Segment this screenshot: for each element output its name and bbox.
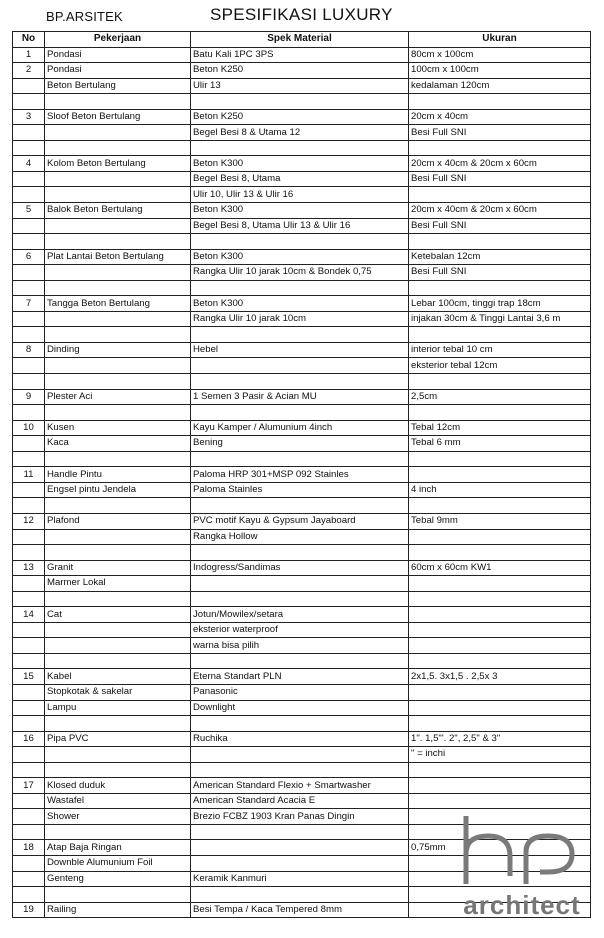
cell-pekerjaan bbox=[45, 591, 191, 607]
cell-pekerjaan: Cat bbox=[45, 607, 191, 623]
cell-ukuran bbox=[409, 684, 591, 700]
table-row bbox=[13, 560, 591, 576]
cell-ukuran bbox=[409, 529, 591, 545]
cell-no: 19 bbox=[13, 902, 45, 918]
cell-ukuran: kedalaman 120cm bbox=[409, 78, 591, 94]
cell-no bbox=[13, 218, 45, 234]
cell-ukuran bbox=[409, 576, 591, 592]
table-row bbox=[13, 669, 591, 685]
cell-ukuran: 20cm x 40cm & 20cm x 60cm bbox=[409, 203, 591, 219]
cell-spek-material: Rangka Hollow bbox=[191, 529, 409, 545]
cell-spek-material: Bening bbox=[191, 436, 409, 452]
cell-no: 18 bbox=[13, 840, 45, 856]
cell-no bbox=[13, 311, 45, 327]
cell-no bbox=[13, 824, 45, 840]
cell-pekerjaan bbox=[45, 125, 191, 141]
cell-pekerjaan bbox=[45, 762, 191, 778]
cell-spek-material: Indogress/Sandimas bbox=[191, 560, 409, 576]
cell-ukuran bbox=[409, 467, 591, 483]
cell-ukuran bbox=[409, 327, 591, 343]
cell-spek-material: Ruchika bbox=[191, 731, 409, 747]
table-row bbox=[13, 109, 591, 125]
cell-ukuran bbox=[409, 716, 591, 732]
cell-no: 12 bbox=[13, 513, 45, 529]
cell-ukuran: Ketebalan 12cm bbox=[409, 249, 591, 265]
cell-no bbox=[13, 358, 45, 374]
cell-pekerjaan bbox=[45, 638, 191, 654]
cell-ukuran: 1". 1,5"'. 2", 2,5" & 3" bbox=[409, 731, 591, 747]
cell-spek-material bbox=[191, 887, 409, 903]
cell-pekerjaan bbox=[45, 265, 191, 281]
cell-ukuran: Tebal 12cm bbox=[409, 420, 591, 436]
cell-pekerjaan: Pondasi bbox=[45, 63, 191, 79]
table-header-row bbox=[13, 32, 591, 48]
cell-pekerjaan: Marmer Lokal bbox=[45, 576, 191, 592]
cell-no bbox=[13, 887, 45, 903]
cell-ukuran: injakan 30cm & Tinggi Lantai 3,6 m bbox=[409, 311, 591, 327]
cell-no bbox=[13, 374, 45, 390]
table-row bbox=[13, 94, 591, 110]
cell-spek-material: Beton K300 bbox=[191, 296, 409, 312]
cell-no bbox=[13, 638, 45, 654]
cell-ukuran bbox=[409, 793, 591, 809]
cell-no bbox=[13, 327, 45, 343]
table-row bbox=[13, 622, 591, 638]
table-row bbox=[13, 218, 591, 234]
cell-ukuran bbox=[409, 591, 591, 607]
table-row bbox=[13, 747, 591, 763]
table-row bbox=[13, 374, 591, 390]
cell-pekerjaan: Atap Baja Ringan bbox=[45, 840, 191, 856]
cell-no bbox=[13, 762, 45, 778]
cell-ukuran: Besi Full SNI bbox=[409, 218, 591, 234]
cell-spek-material: Batu Kali 1PC 3PS bbox=[191, 47, 409, 63]
table-row bbox=[13, 529, 591, 545]
cell-pekerjaan bbox=[45, 716, 191, 732]
cell-pekerjaan bbox=[45, 171, 191, 187]
table-row bbox=[13, 684, 591, 700]
cell-no: 9 bbox=[13, 389, 45, 405]
cell-no bbox=[13, 436, 45, 452]
cell-pekerjaan bbox=[45, 824, 191, 840]
cell-spek-material: Beton K300 bbox=[191, 203, 409, 219]
cell-no: 15 bbox=[13, 669, 45, 685]
table-row bbox=[13, 731, 591, 747]
table-row bbox=[13, 311, 591, 327]
cell-no bbox=[13, 125, 45, 141]
cell-ukuran bbox=[409, 451, 591, 467]
cell-pekerjaan bbox=[45, 405, 191, 421]
cell-pekerjaan bbox=[45, 311, 191, 327]
cell-pekerjaan: Balok Beton Bertulang bbox=[45, 203, 191, 219]
cell-spek-material bbox=[191, 747, 409, 763]
bp-architect-logo bbox=[452, 814, 592, 920]
cell-no bbox=[13, 482, 45, 498]
table-row bbox=[13, 327, 591, 343]
cell-no bbox=[13, 747, 45, 763]
cell-ukuran: Besi Full SNI bbox=[409, 171, 591, 187]
cell-no bbox=[13, 871, 45, 887]
table-row bbox=[13, 389, 591, 405]
cell-pekerjaan: Pipa PVC bbox=[45, 731, 191, 747]
cell-spek-material: Keramik Kanmuri bbox=[191, 871, 409, 887]
cell-ukuran: 4 inch bbox=[409, 482, 591, 498]
cell-pekerjaan: Engsel pintu Jendela bbox=[45, 482, 191, 498]
cell-ukuran: " = inchi bbox=[409, 747, 591, 763]
cell-pekerjaan: Kusen bbox=[45, 420, 191, 436]
cell-spek-material: Eterna Standart PLN bbox=[191, 669, 409, 685]
cell-spek-material bbox=[191, 94, 409, 110]
cell-no bbox=[13, 405, 45, 421]
table-row bbox=[13, 125, 591, 141]
cell-ukuran bbox=[409, 638, 591, 654]
cell-pekerjaan: Shower bbox=[45, 809, 191, 825]
cell-spek-material bbox=[191, 545, 409, 561]
cell-pekerjaan bbox=[45, 498, 191, 514]
cell-spek-material: Beton K250 bbox=[191, 63, 409, 79]
cell-spek-material: 1 Semen 3 Pasir & Acian MU bbox=[191, 389, 409, 405]
cell-ukuran bbox=[409, 653, 591, 669]
table-row bbox=[13, 47, 591, 63]
cell-spek-material: Paloma HRP 301+MSP 092 Stainles bbox=[191, 467, 409, 483]
cell-no bbox=[13, 498, 45, 514]
cell-no bbox=[13, 591, 45, 607]
cell-spek-material: Beton K250 bbox=[191, 109, 409, 125]
cell-spek-material: PVC motif Kayu & Gypsum Jayaboard bbox=[191, 513, 409, 529]
cell-ukuran: interior tebal 10 cm bbox=[409, 342, 591, 358]
cell-ukuran bbox=[409, 140, 591, 156]
cell-spek-material bbox=[191, 855, 409, 871]
table-row bbox=[13, 545, 591, 561]
cell-no bbox=[13, 171, 45, 187]
cell-pekerjaan: Klosed duduk bbox=[45, 778, 191, 794]
cell-no bbox=[13, 653, 45, 669]
cell-spek-material: Begel Besi 8, Utama Ulir 13 & Ulir 16 bbox=[191, 218, 409, 234]
table-row bbox=[13, 234, 591, 250]
cell-spek-material bbox=[191, 451, 409, 467]
table-row bbox=[13, 342, 591, 358]
cell-pekerjaan bbox=[45, 887, 191, 903]
cell-no bbox=[13, 700, 45, 716]
cell-ukuran bbox=[409, 405, 591, 421]
cell-pekerjaan bbox=[45, 622, 191, 638]
column-header-ukuran: Ukuran bbox=[409, 32, 591, 48]
cell-spek-material: Beton K300 bbox=[191, 249, 409, 265]
cell-ukuran bbox=[409, 280, 591, 296]
cell-pekerjaan bbox=[45, 545, 191, 561]
table-row bbox=[13, 482, 591, 498]
cell-no: 11 bbox=[13, 467, 45, 483]
table-row bbox=[13, 249, 591, 265]
brand-name: BP.ARSITEK bbox=[46, 9, 123, 24]
cell-pekerjaan: Tangga Beton Bertulang bbox=[45, 296, 191, 312]
cell-ukuran: Besi Full SNI bbox=[409, 265, 591, 281]
cell-ukuran bbox=[409, 374, 591, 390]
table-row bbox=[13, 607, 591, 623]
table-row bbox=[13, 187, 591, 203]
table-row bbox=[13, 203, 591, 219]
cell-pekerjaan bbox=[45, 358, 191, 374]
cell-ukuran: 2x1,5. 3x1,5 . 2,5x 3 bbox=[409, 669, 591, 685]
cell-ukuran bbox=[409, 545, 591, 561]
cell-spek-material: Ulir 10, Ulir 13 & Ulir 16 bbox=[191, 187, 409, 203]
cell-ukuran: 20cm x 40cm bbox=[409, 109, 591, 125]
table-row bbox=[13, 638, 591, 654]
cell-pekerjaan bbox=[45, 451, 191, 467]
table-row bbox=[13, 762, 591, 778]
cell-spek-material: Kayu Kamper / Alumunium 4inch bbox=[191, 420, 409, 436]
cell-ukuran bbox=[409, 762, 591, 778]
cell-no: 14 bbox=[13, 607, 45, 623]
cell-spek-material bbox=[191, 140, 409, 156]
cell-ukuran: Tebal 9mm bbox=[409, 513, 591, 529]
cell-no bbox=[13, 94, 45, 110]
cell-spek-material bbox=[191, 653, 409, 669]
cell-spek-material: Begel Besi 8, Utama bbox=[191, 171, 409, 187]
cell-no: 1 bbox=[13, 47, 45, 63]
cell-ukuran bbox=[409, 187, 591, 203]
cell-pekerjaan: Lampu bbox=[45, 700, 191, 716]
cell-spek-material: Beton K300 bbox=[191, 156, 409, 172]
table-row bbox=[13, 467, 591, 483]
column-header-pekerjaan: Pekerjaan bbox=[45, 32, 191, 48]
column-header-spek-material: Spek Material bbox=[191, 32, 409, 48]
cell-pekerjaan: Handle Pintu bbox=[45, 467, 191, 483]
cell-pekerjaan: Pondasi bbox=[45, 47, 191, 63]
cell-spek-material bbox=[191, 358, 409, 374]
cell-spek-material: Panasonic bbox=[191, 684, 409, 700]
cell-ukuran: Tebal 6 mm bbox=[409, 436, 591, 452]
table-row bbox=[13, 793, 591, 809]
document-title: SPESIFIKASI LUXURY bbox=[210, 5, 393, 24]
cell-spek-material: Hebel bbox=[191, 342, 409, 358]
cell-pekerjaan: Plester Aci bbox=[45, 389, 191, 405]
cell-pekerjaan: Beton Bertulang bbox=[45, 78, 191, 94]
logo-text: architect bbox=[463, 890, 581, 920]
table-row bbox=[13, 156, 591, 172]
table-row bbox=[13, 63, 591, 79]
cell-spek-material: Besi Tempa / Kaca Tempered 8mm bbox=[191, 902, 409, 918]
cell-spek-material bbox=[191, 824, 409, 840]
cell-spek-material bbox=[191, 327, 409, 343]
cell-no bbox=[13, 529, 45, 545]
cell-pekerjaan: Downble Alumunium Foil bbox=[45, 855, 191, 871]
cell-spek-material: American Standard Acacia E bbox=[191, 793, 409, 809]
cell-spek-material bbox=[191, 762, 409, 778]
cell-no bbox=[13, 684, 45, 700]
cell-spek-material bbox=[191, 374, 409, 390]
cell-pekerjaan: Granit bbox=[45, 560, 191, 576]
cell-ukuran bbox=[409, 94, 591, 110]
cell-ukuran: 60cm x 60cm KW1 bbox=[409, 560, 591, 576]
cell-spek-material: Begel Besi 8 & Utama 12 bbox=[191, 125, 409, 141]
cell-spek-material: eksterior waterproof bbox=[191, 622, 409, 638]
table-row bbox=[13, 420, 591, 436]
table-row bbox=[13, 513, 591, 529]
cell-pekerjaan bbox=[45, 747, 191, 763]
cell-no bbox=[13, 576, 45, 592]
cell-pekerjaan: Kabel bbox=[45, 669, 191, 685]
cell-pekerjaan: Sloof Beton Bertulang bbox=[45, 109, 191, 125]
cell-no: 6 bbox=[13, 249, 45, 265]
cell-ukuran: 0,75mm bbox=[409, 840, 591, 856]
cell-pekerjaan bbox=[45, 529, 191, 545]
cell-pekerjaan: Plafond bbox=[45, 513, 191, 529]
cell-no bbox=[13, 855, 45, 871]
cell-spek-material bbox=[191, 591, 409, 607]
cell-spek-material: Ulir 13 bbox=[191, 78, 409, 94]
cell-spek-material: American Standard Flexio + Smartwasher bbox=[191, 778, 409, 794]
table-row bbox=[13, 171, 591, 187]
cell-pekerjaan bbox=[45, 140, 191, 156]
cell-ukuran: 80cm x 100cm bbox=[409, 47, 591, 63]
cell-spek-material: Rangka Ulir 10 jarak 10cm & Bondek 0,75 bbox=[191, 265, 409, 281]
cell-no: 8 bbox=[13, 342, 45, 358]
cell-ukuran bbox=[409, 778, 591, 794]
cell-ukuran bbox=[409, 234, 591, 250]
cell-spek-material bbox=[191, 576, 409, 592]
cell-no: 4 bbox=[13, 156, 45, 172]
table-row bbox=[13, 451, 591, 467]
table-row bbox=[13, 296, 591, 312]
table-row bbox=[13, 591, 591, 607]
cell-no bbox=[13, 140, 45, 156]
cell-spek-material: Jotun/Mowilex/setara bbox=[191, 607, 409, 623]
cell-spek-material bbox=[191, 840, 409, 856]
cell-spek-material: Rangka Ulir 10 jarak 10cm bbox=[191, 311, 409, 327]
cell-ukuran: 2,5cm bbox=[409, 389, 591, 405]
cell-pekerjaan: Kolom Beton Bertulang bbox=[45, 156, 191, 172]
cell-no: 16 bbox=[13, 731, 45, 747]
cell-no bbox=[13, 234, 45, 250]
table-row bbox=[13, 358, 591, 374]
cell-no: 17 bbox=[13, 778, 45, 794]
cell-ukuran: Lebar 100cm, tinggi trap 18cm bbox=[409, 296, 591, 312]
column-header-no: No bbox=[13, 32, 45, 48]
cell-no bbox=[13, 793, 45, 809]
cell-pekerjaan bbox=[45, 327, 191, 343]
cell-no bbox=[13, 451, 45, 467]
table-row bbox=[13, 265, 591, 281]
cell-ukuran: 100cm x 100cm bbox=[409, 63, 591, 79]
cell-spek-material: Paloma Stainles bbox=[191, 482, 409, 498]
cell-ukuran bbox=[409, 622, 591, 638]
table-row bbox=[13, 78, 591, 94]
cell-pekerjaan: Plat Lantai Beton Bertulang bbox=[45, 249, 191, 265]
cell-no bbox=[13, 187, 45, 203]
cell-spek-material bbox=[191, 716, 409, 732]
cell-pekerjaan bbox=[45, 280, 191, 296]
cell-no: 3 bbox=[13, 109, 45, 125]
cell-ukuran bbox=[409, 498, 591, 514]
cell-no: 13 bbox=[13, 560, 45, 576]
cell-spek-material: Downlight bbox=[191, 700, 409, 716]
cell-pekerjaan bbox=[45, 653, 191, 669]
cell-pekerjaan bbox=[45, 234, 191, 250]
table-row bbox=[13, 405, 591, 421]
cell-ukuran: 20cm x 40cm & 20cm x 60cm bbox=[409, 156, 591, 172]
cell-pekerjaan: Railing bbox=[45, 902, 191, 918]
cell-pekerjaan: Genteng bbox=[45, 871, 191, 887]
table-row bbox=[13, 653, 591, 669]
cell-pekerjaan: Stopkotak & sakelar bbox=[45, 684, 191, 700]
cell-pekerjaan bbox=[45, 374, 191, 390]
cell-pekerjaan bbox=[45, 218, 191, 234]
table-row bbox=[13, 576, 591, 592]
cell-no bbox=[13, 280, 45, 296]
cell-spek-material bbox=[191, 280, 409, 296]
cell-pekerjaan: Kaca bbox=[45, 436, 191, 452]
cell-ukuran bbox=[409, 607, 591, 623]
table-row bbox=[13, 700, 591, 716]
spec-table bbox=[12, 31, 591, 918]
cell-ukuran: Besi Full SNI bbox=[409, 125, 591, 141]
cell-pekerjaan: Wastafel bbox=[45, 793, 191, 809]
cell-no bbox=[13, 78, 45, 94]
table-row bbox=[13, 498, 591, 514]
cell-pekerjaan bbox=[45, 94, 191, 110]
cell-ukuran: eksterior tebal 12cm bbox=[409, 358, 591, 374]
cell-no: 2 bbox=[13, 63, 45, 79]
cell-no: 10 bbox=[13, 420, 45, 436]
cell-no bbox=[13, 809, 45, 825]
cell-no: 5 bbox=[13, 203, 45, 219]
table-row bbox=[13, 280, 591, 296]
cell-pekerjaan: Dinding bbox=[45, 342, 191, 358]
cell-no: 7 bbox=[13, 296, 45, 312]
cell-spek-material bbox=[191, 498, 409, 514]
table-body bbox=[13, 47, 591, 918]
table-row bbox=[13, 778, 591, 794]
cell-ukuran bbox=[409, 700, 591, 716]
cell-pekerjaan bbox=[45, 187, 191, 203]
cell-spek-material: warna bisa pilih bbox=[191, 638, 409, 654]
cell-spek-material: Brezio FCBZ 1903 Kran Panas Dingin bbox=[191, 809, 409, 825]
table-row bbox=[13, 436, 591, 452]
table-row bbox=[13, 140, 591, 156]
cell-no bbox=[13, 545, 45, 561]
cell-no bbox=[13, 716, 45, 732]
cell-spek-material bbox=[191, 405, 409, 421]
table-row bbox=[13, 716, 591, 732]
cell-spek-material bbox=[191, 234, 409, 250]
cell-no bbox=[13, 622, 45, 638]
cell-no bbox=[13, 265, 45, 281]
